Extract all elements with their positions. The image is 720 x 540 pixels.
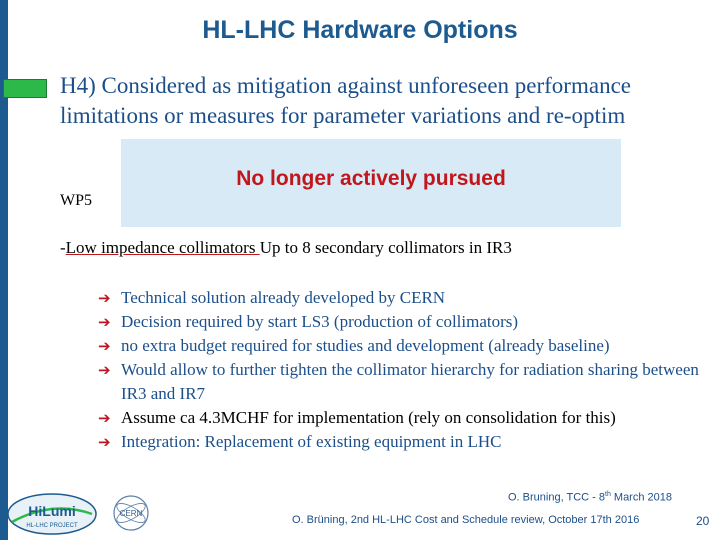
right-arrow-icon: ➔ — [98, 289, 111, 307]
bullet-text: no extra budget required for studies and development (already baseline) — [121, 336, 610, 355]
collimator-prefix: - — [60, 238, 66, 257]
bullet-item — [98, 358, 713, 406]
cern-logo — [112, 494, 150, 532]
collimator-line — [60, 238, 512, 258]
footer-superscript: th — [605, 491, 611, 498]
footer-review: O. Brüning, 2nd HL-LHC Cost and Schedule review, October 17th 2016 — [292, 514, 640, 526]
footer-presenter — [508, 491, 672, 504]
collimator-description: Up to 8 secondary collimators in IR3 — [259, 238, 512, 257]
bullet-text: Decision required by start LS3 (production of collimators) — [121, 312, 519, 331]
right-arrow-icon: ➔ — [98, 361, 111, 379]
hilumi-logo-text: HiLumi — [28, 503, 76, 519]
bullet-item — [98, 334, 713, 358]
right-arrow-icon: ➔ — [98, 313, 111, 331]
bullet-item — [98, 286, 713, 310]
overlay-text: No longer actively pursued — [236, 167, 506, 190]
bullet-item — [98, 430, 713, 454]
hilumi-logo-subtext: HL-LHC PROJECT — [26, 523, 78, 529]
bullet-text: Technical solution already developed by CERN — [121, 288, 446, 307]
hilumi-logo — [6, 492, 98, 536]
bullet-text: Would allow to further tighten the collimator hierarchy for radiation sharing between IR3 and IR7 — [121, 360, 699, 403]
h4-paragraph: H4) Considered as mitigation against unforeseen performance limitations or measures for parameter variations and re-optim — [60, 73, 631, 128]
collimator-link[interactable]: Low impedance collimators — [65, 238, 260, 257]
right-arrow-icon: ➔ — [98, 337, 111, 355]
footer-presenter-text: O. Bruning, TCC - 8 — [508, 491, 605, 504]
bullet-item — [98, 406, 713, 430]
slide-title: HL-LHC Hardware Options — [202, 16, 518, 44]
page-number: 20 — [696, 514, 710, 528]
right-arrow-icon: ➔ — [98, 433, 111, 451]
wp5-label: WP5 — [60, 192, 92, 209]
footer-date: March 2018 — [610, 491, 672, 504]
bullet-item — [98, 310, 713, 334]
bullet-list — [98, 286, 713, 454]
status-overlay — [121, 139, 621, 227]
bullet-text: Integration: Replacement of existing equipment in LHC — [121, 432, 502, 451]
bullet-text: Assume ca 4.3MCHF for implementation (rely on consolidation for this) — [121, 408, 616, 427]
right-arrow-icon: ➔ — [98, 409, 111, 427]
status-marker — [3, 79, 47, 98]
cern-logo-text: CERN — [119, 509, 143, 518]
